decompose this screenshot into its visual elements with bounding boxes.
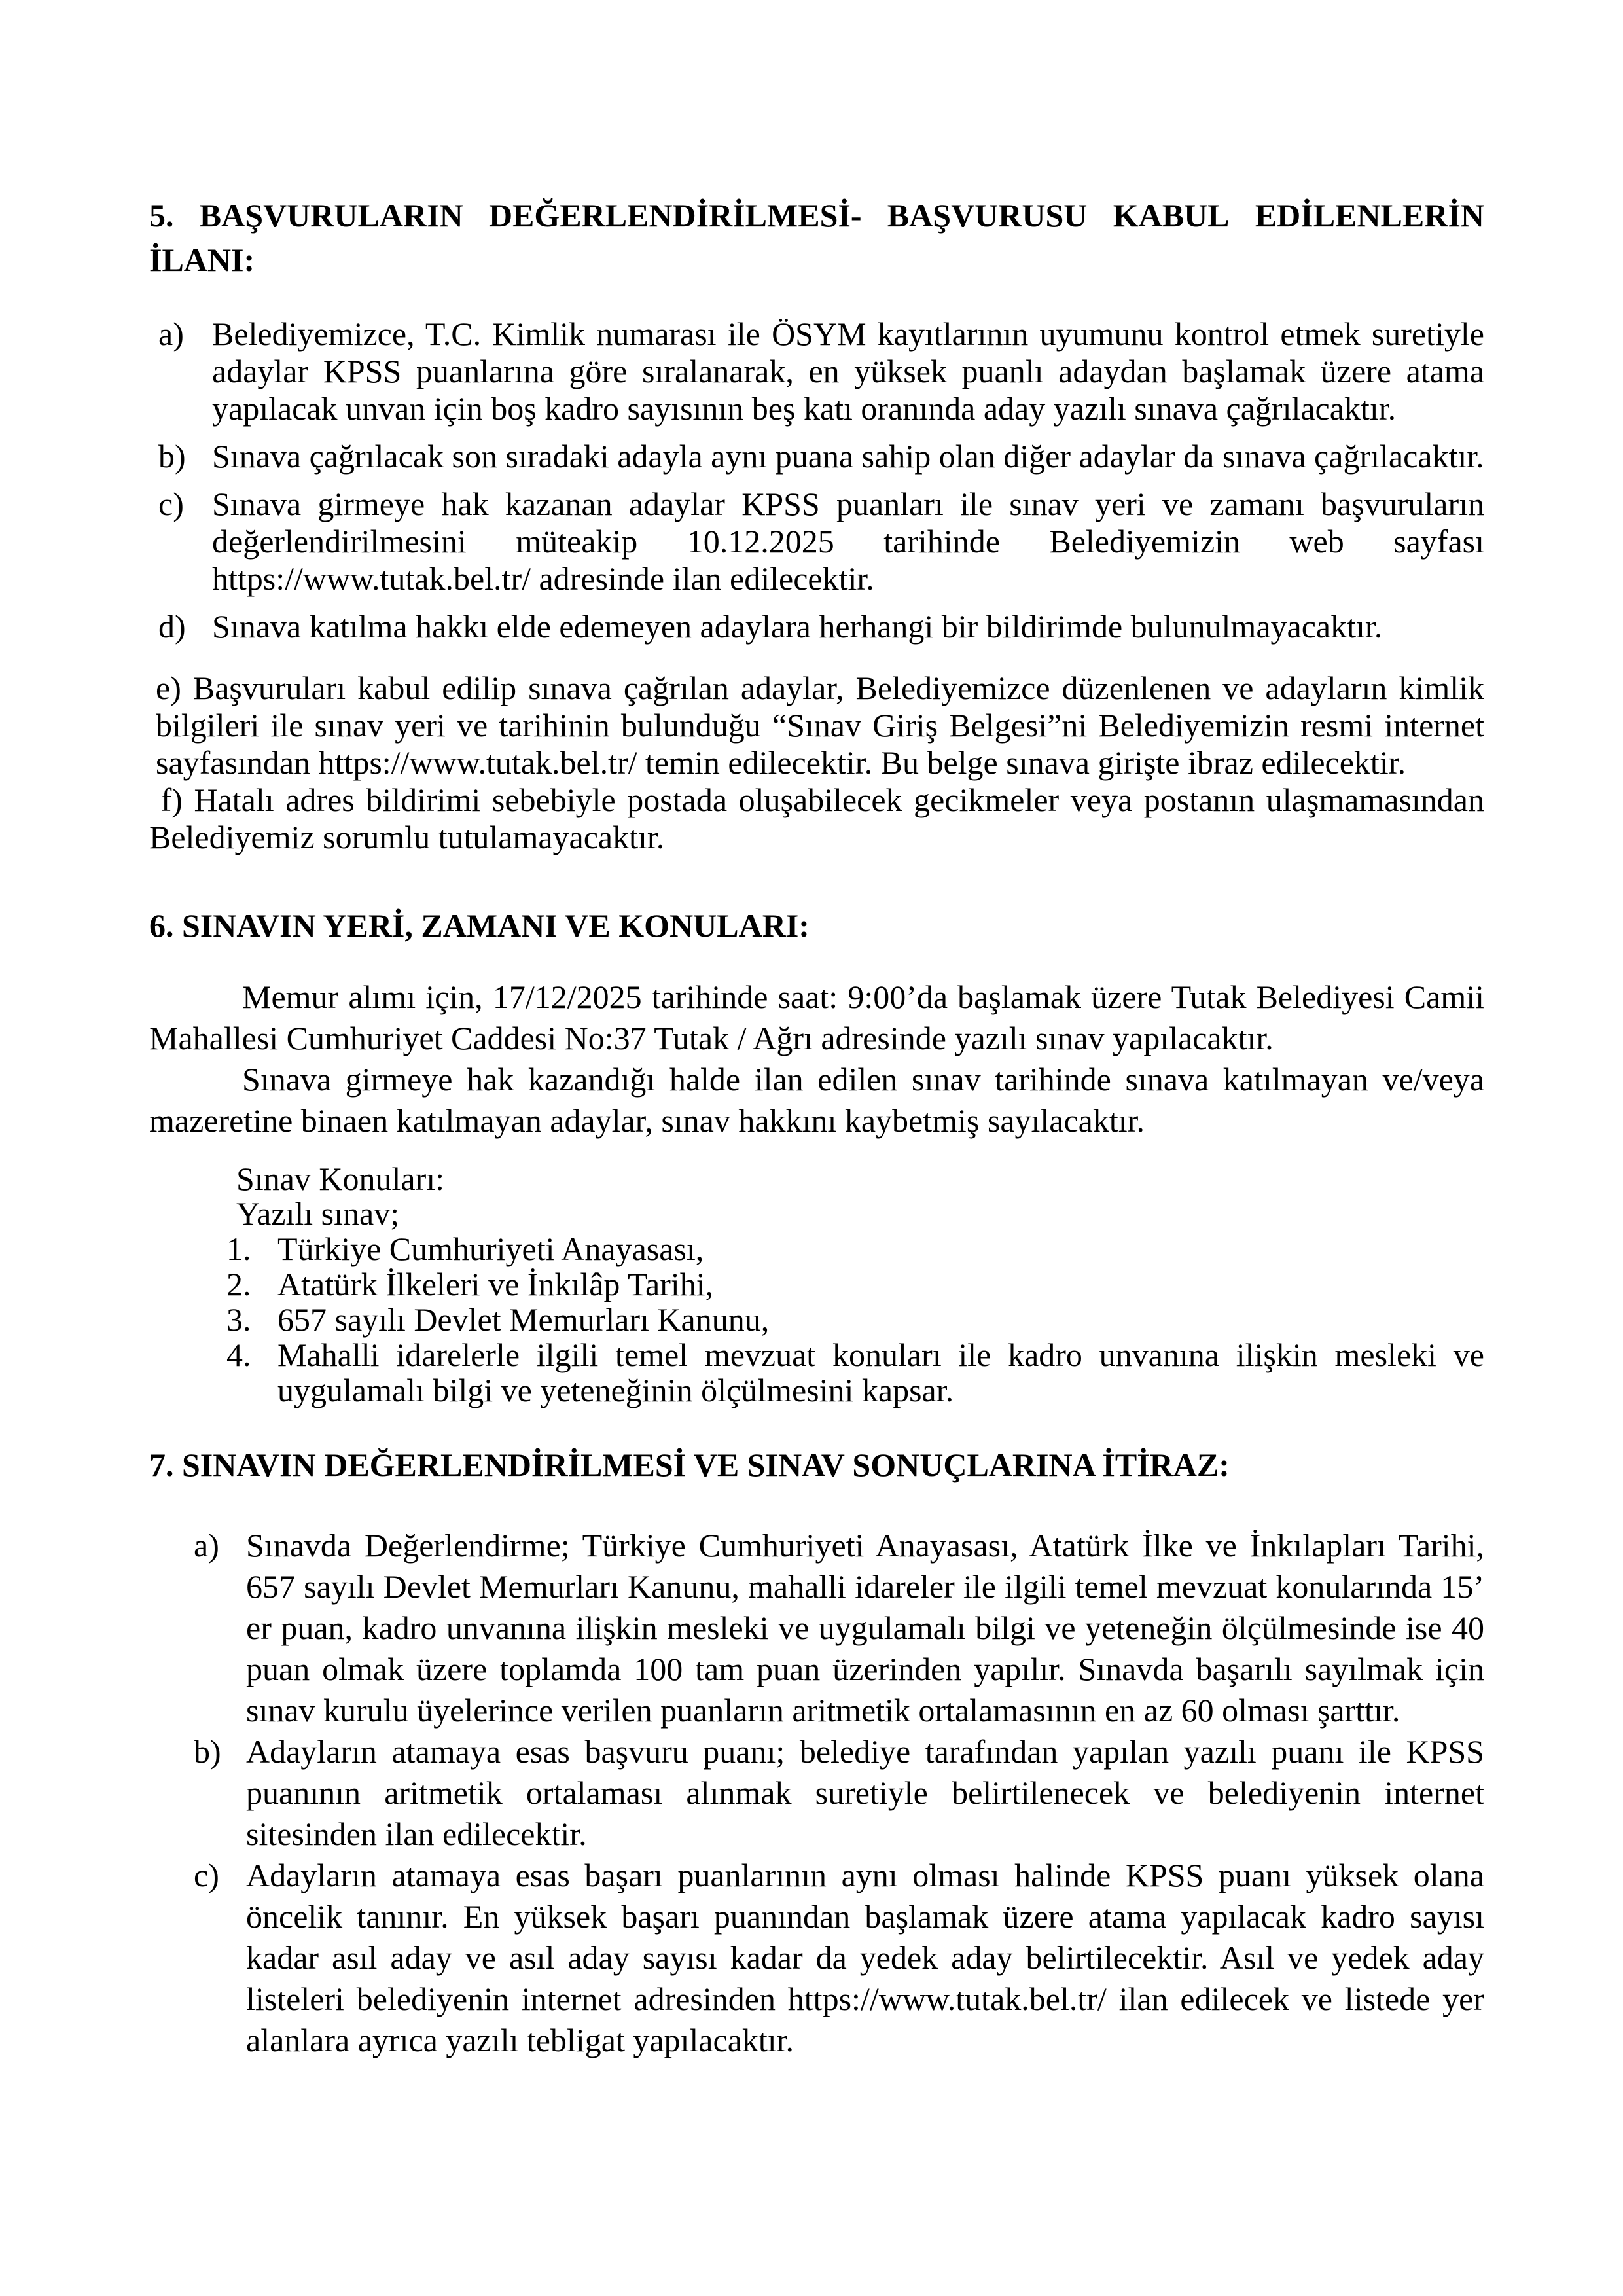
- item-f-paragraph: f) Hatalı adres bildirimi sebebiyle postada oluşabilecek gecikmeler veya postanın ulaşmamasından Belediyemiz sorumlu tutulamayacaktır.: [149, 781, 1493, 855]
- list-item: [149, 1855, 1484, 2061]
- topic-number: 4.: [226, 1336, 251, 1373]
- list-marker: b): [158, 438, 186, 475]
- heading-word: 5.: [149, 197, 174, 234]
- heading-word: EDİLENLERİN: [1255, 197, 1484, 234]
- list-item: [149, 486, 1484, 598]
- list-marker: c): [194, 1857, 219, 1893]
- topic-item: [149, 1302, 1484, 1337]
- list-text: Sınava çağrılacak son sıradaki adayla aynı puana sahip olan diğer adaylar da sınava çağrılacaktır.: [212, 438, 1484, 475]
- topic-number: 3.: [226, 1301, 251, 1338]
- list-marker: b): [194, 1733, 221, 1770]
- section5-heading: [149, 195, 1484, 280]
- list-text: Sınavda Değerlendirme; Türkiye Cumhuriyeti Anayasası, Atatürk İlke ve İnkılapları Tarihi, 657 sayılı Devlet Memurları Kanunu, mahalli idareler ile ilgili temel mevzuat konularında 15’ er puan, kadro unvanına ilişkin mesleki ve uygulamalı bilgi ve yeteneğin ölçülmesinde ise 40 puan olmak üzere toplamda 100 tam puan üzerinden yapılır. Sınavda başarılı sayılmak için sınav kurulu üyelerince verilen puanların aritmetik ortalamasının en az 60 olması şarttır.: [246, 1527, 1484, 1729]
- item-e-paragraph: e) Başvuruları kabul edilip sınava çağrılan adaylar, Belediyemizce düzenlenen ve adayların kimlik bilgileri ile sınav yeri ve tarihinin bulunduğu “Sınav Giriş Belgesi”ni Belediyemizin resmi internet sayfasından https://www.tutak.bel.tr/ temin edilecektir. Bu belge sınava girişte ibraz edilecektir.: [156, 670, 1484, 781]
- section7-list: [149, 1525, 1484, 2061]
- topic-text: 657 sayılı Devlet Memurları Kanunu,: [277, 1301, 770, 1338]
- heading-word: KABUL: [1113, 197, 1230, 234]
- heading-word: BAŞVURULARIN: [199, 197, 463, 234]
- list-item: [149, 1731, 1484, 1855]
- list-text: Adayların atamaya esas başvuru puanı; belediye tarafından yapılan yazılı puanı ile KPSS puanının aritmetik ortalaması alınmak suretiyle belirtilenecek ve belediyenin internet sitesinden ilan edilecektir.: [246, 1733, 1484, 1852]
- topic-number: 2.: [226, 1266, 251, 1302]
- topic-item: [149, 1266, 1484, 1302]
- exam-topics: [149, 1162, 1484, 1408]
- section6-body: [149, 977, 1484, 1141]
- section5-heading-line1: [149, 195, 1484, 236]
- list-marker: d): [158, 608, 186, 645]
- list-marker: a): [158, 315, 184, 352]
- heading-word: BAŞVURUSU: [887, 197, 1088, 234]
- topic-text: Türkiye Cumhuriyeti Anayasası,: [277, 1230, 704, 1267]
- topic-number: 1.: [226, 1230, 251, 1267]
- list-text: Belediyemizce, T.C. Kimlik numarası ile ÖSYM kayıtlarının uyumunu kontrol etmek suretiyle adaylar KPSS puanlarına göre sıralanarak, en yüksek puanlı adaydan başlamak üzere atama yapılacak unvan için boş kadro sayısının beş katı oranında aday yazılı sınava çağrılacaktır.: [212, 315, 1484, 427]
- list-text: Sınava girmeye hak kazanan adaylar KPSS puanları ile sınav yeri ve zamanı başvuruların değerlendirilmesini müteakip 10.12.2025 tarihinde Belediyemizin web sayfası https://www.tutak.bel.tr/ adresinde ilan edilecektir.: [212, 486, 1484, 597]
- section5-list: [149, 315, 1484, 645]
- section6-paragraph-2: Sınava girmeye hak kazandığı halde ilan edilen sınav tarihinde sınava katılmayan ve/veya mazeretine binaen katılmayan adaylar, sınav hakkını kaybetmiş sayılacaktır.: [149, 1061, 1484, 1139]
- list-marker: c): [158, 486, 184, 522]
- list-marker: a): [194, 1527, 219, 1564]
- topic-item: [149, 1337, 1484, 1408]
- section6-heading: 6. SINAVIN YERİ, ZAMANI VE KONULARI:: [149, 907, 810, 944]
- section5-items-e-f: [149, 670, 1493, 856]
- list-item: [149, 608, 1484, 645]
- list-item: [149, 1525, 1484, 1731]
- topic-text: Mahalli idarelerle ilgili temel mevzuat konuları ile kadro unvanına ilişkin mesleki ve uygulamalı bilgi ve yeteneğinin ölçülmesini kapsar.: [277, 1336, 1484, 1408]
- section5-heading-line2: İLANI:: [149, 242, 255, 278]
- topic-item: [149, 1231, 1484, 1266]
- exam-topics-label: Sınav Konuları:: [236, 1160, 445, 1197]
- list-text: Sınava katılma hakkı elde edemeyen adaylara herhangi bir bildirimde bulunulmayacaktır.: [212, 608, 1383, 645]
- list-text: Adayların atamaya esas başarı puanlarının aynı olması halinde KPSS puanı yüksek olana öncelik tanınır. En yüksek başarı puanından başlamak üzere atama yapılacak kadro sayısı kadar asıl aday ve asıl aday sayısı kadar da yedek aday belirtilecektir. Asıl ve yedek aday listeleri belediyenin internet adresinden https://www.tutak.bel.tr/ ilan edilecek ve listede yer alanlara ayrıca yazılı tebligat yapılacaktır.: [246, 1857, 1484, 2058]
- section7-heading: 7. SINAVIN DEĞERLENDİRİLMESİ VE SINAV SONUÇLARINA İTİRAZ:: [149, 1446, 1230, 1483]
- topic-text: Atatürk İlkeleri ve İnkılâp Tarihi,: [277, 1266, 714, 1302]
- list-item: [149, 315, 1484, 427]
- heading-word: DEĞERLENDİRİLMESİ-: [488, 197, 862, 234]
- written-exam-label: Yazılı sınav;: [236, 1195, 400, 1232]
- section6-paragraph-1: Memur alımı için, 17/12/2025 tarihinde saat: 9:00’da başlamak üzere Tutak Belediyesi Camii Mahallesi Cumhuriyet Caddesi No:37 Tutak / Ağrı adresinde yazılı sınav yapılacaktır.: [149, 978, 1484, 1056]
- list-item: [149, 438, 1484, 475]
